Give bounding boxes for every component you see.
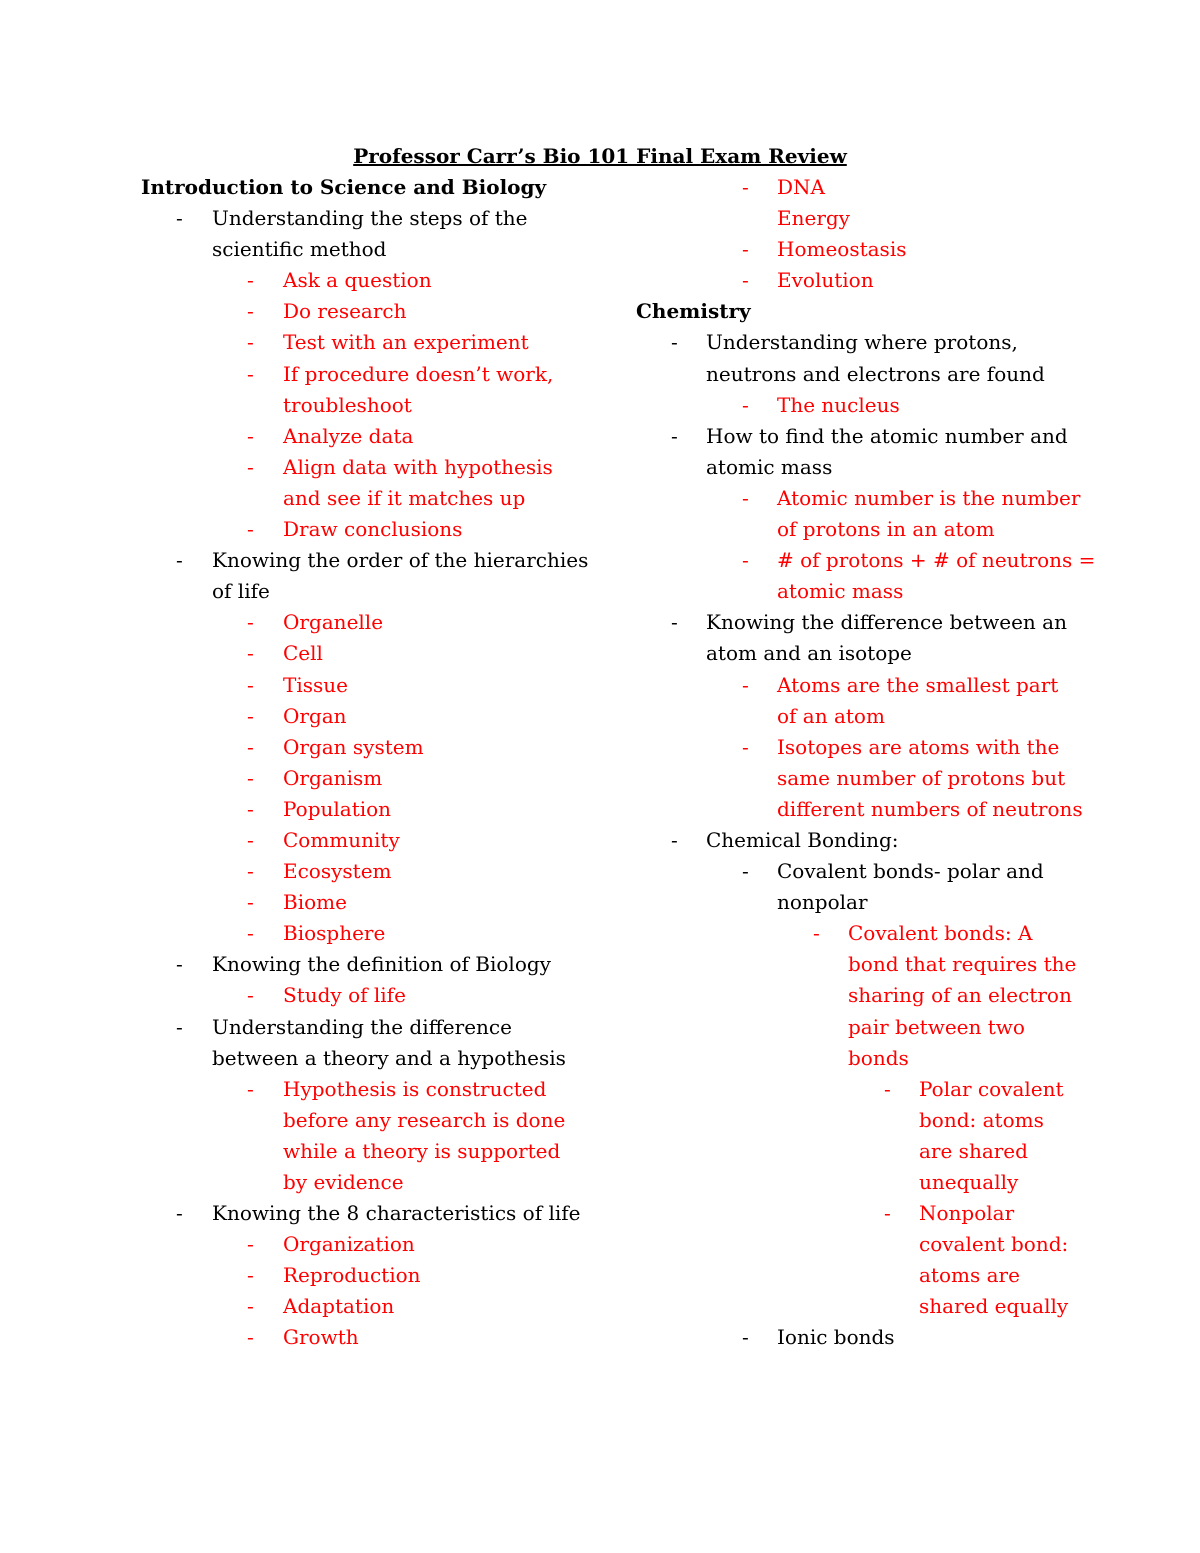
list-item-text: Ionic bonds <box>777 1325 895 1350</box>
bullet-dash: - <box>742 237 749 262</box>
right-column <box>0 172 1200 1354</box>
list-item-continuation <box>0 1167 1200 1198</box>
list-item-text: Homeostasis <box>777 237 907 262</box>
list-item-text: Tissue <box>283 672 348 697</box>
list-item <box>0 421 1200 452</box>
bullet-dash: - <box>247 517 254 542</box>
list-item-continuation <box>0 763 1200 794</box>
list-item-text: Hypothesis is constructed <box>283 1076 547 1101</box>
bullet-dash: - <box>247 610 254 635</box>
bullet-dash: - <box>176 548 183 573</box>
list-item-continuation <box>0 576 1200 607</box>
page-title: Professor Carr’s Bio 101 Final Exam Review <box>353 144 847 168</box>
list-item-text: If procedure doesn’t work, <box>283 361 554 386</box>
list-item <box>0 825 1200 856</box>
section-heading-text: Chemistry <box>636 299 751 324</box>
bullet-dash: - <box>247 1325 254 1350</box>
bullet-dash: - <box>671 610 678 635</box>
list-item-text: shared equally <box>919 1294 1069 1319</box>
list-item-continuation <box>0 1136 1200 1167</box>
bullet-dash: - <box>742 485 749 510</box>
list-item-text: bond that requires the <box>848 952 1077 977</box>
list-item-continuation <box>0 949 1200 980</box>
list-item-text: Nonpolar <box>919 1201 1015 1226</box>
list-item-text: unequally <box>919 1170 1019 1194</box>
bullet-dash: - <box>247 268 254 293</box>
list-item-text: are shared <box>919 1138 1028 1163</box>
list-item <box>0 1198 1200 1229</box>
bullet-dash: - <box>247 1263 254 1288</box>
list-item-text: Analyze data <box>283 423 414 448</box>
list-item-continuation <box>0 1291 1200 1322</box>
bullet-dash: - <box>247 765 254 790</box>
list-item-text: between a theory and a hypothesis <box>212 1045 566 1070</box>
bullet-dash: - <box>247 1232 254 1257</box>
bullet-dash: - <box>671 330 678 355</box>
list-item <box>0 918 1200 949</box>
list-item-text: Covalent bonds- polar and <box>777 859 1044 884</box>
list-item-text: Ecosystem <box>283 859 392 884</box>
list-item-continuation <box>0 887 1200 918</box>
list-item-text: Cell <box>283 641 323 666</box>
list-item-text: atomic mass <box>777 579 904 604</box>
list-item-text: Knowing the definition of Biology <box>212 952 551 977</box>
list-item-text: Understanding the difference <box>212 1014 512 1039</box>
bullet-dash: - <box>247 983 254 1008</box>
list-item-text: Chemical Bonding: <box>706 827 899 852</box>
list-item-continuation <box>0 1229 1200 1260</box>
list-item-continuation <box>0 452 1200 483</box>
list-item-text: Covalent bonds: A <box>848 921 1033 946</box>
list-item-continuation <box>0 359 1200 390</box>
bullet-dash: - <box>742 734 749 759</box>
list-item-text: of life <box>212 579 270 604</box>
list-item-continuation <box>0 638 1200 669</box>
list-item-text: Polar covalent <box>919 1076 1064 1101</box>
bullet-dash: - <box>247 703 254 728</box>
list-item-text: Knowing the order of the hierarchies <box>212 548 589 573</box>
list-item-continuation <box>0 701 1200 732</box>
list-item-text: Organism <box>283 765 383 790</box>
list-item-continuation <box>0 1105 1200 1136</box>
list-item-text: Energy <box>777 206 850 231</box>
list-item-text: atoms are <box>919 1263 1020 1288</box>
bullet-dash: - <box>247 361 254 386</box>
list-item-continuation <box>0 1260 1200 1291</box>
list-item-text: Reproduction <box>283 1263 421 1288</box>
list-item-text: and see if it matches up <box>283 485 526 510</box>
list-item-text: Do research <box>283 299 407 324</box>
bullet-dash: - <box>247 672 254 697</box>
list-item-text: Knowing the difference between an <box>706 610 1067 635</box>
list-item-text: Isotopes are atoms with the <box>777 734 1060 759</box>
list-item <box>0 327 1200 358</box>
list-item-text: by evidence <box>283 1170 404 1194</box>
list-item-continuation <box>0 203 1200 234</box>
list-item-text: Organ system <box>283 734 424 759</box>
bullet-dash: - <box>884 1201 891 1226</box>
list-item-text: Biome <box>283 890 347 915</box>
bullet-dash: - <box>813 921 820 946</box>
list-item-text: Community <box>283 827 400 852</box>
bullet-dash: - <box>247 859 254 884</box>
list-item <box>0 607 1200 638</box>
list-item-text: Evolution <box>777 268 874 293</box>
list-item-text: pair between two <box>848 1014 1025 1039</box>
list-item-text: Align data with hypothesis <box>283 454 553 479</box>
list-item-continuation <box>0 794 1200 825</box>
list-item-text: bond: atoms <box>919 1107 1044 1132</box>
list-item-text: Organelle <box>283 610 384 635</box>
list-item <box>0 732 1200 763</box>
list-item <box>0 1074 1200 1105</box>
section-heading-text: Introduction to Science and Biology <box>141 175 547 199</box>
bullet-dash: - <box>247 423 254 448</box>
list-item-text: Biosphere <box>283 921 386 946</box>
bullet-dash: - <box>742 175 749 199</box>
list-item-continuation <box>0 980 1200 1011</box>
list-item-text: before any research is done <box>283 1107 566 1132</box>
bullet-dash: - <box>247 827 254 852</box>
list-item-text: Understanding where protons, <box>706 330 1018 355</box>
list-item-text: Population <box>283 796 392 821</box>
list-item-text: atomic mass <box>706 454 833 479</box>
list-item-text: Growth <box>283 1325 359 1350</box>
bullet-dash: - <box>671 827 678 852</box>
list-item-text: bonds <box>848 1045 909 1070</box>
list-item <box>0 172 1200 203</box>
list-item-text: Draw conclusions <box>283 517 463 542</box>
list-item <box>0 670 1200 701</box>
bullet-dash: - <box>742 548 749 573</box>
list-item-text: nonpolar <box>777 890 868 915</box>
list-item-text: Atoms are the smallest part <box>777 672 1059 697</box>
list-item-text: # of protons + # of neutrons = <box>777 548 1096 573</box>
list-item-text: Organ <box>283 703 347 728</box>
list-item-text: Understanding the steps of the <box>212 206 528 231</box>
bullet-dash: - <box>742 859 749 884</box>
list-item-text: same number of protons but <box>777 765 1066 790</box>
list-item-text: The nucleus <box>777 392 900 417</box>
bullet-dash: - <box>247 641 254 666</box>
list-item-text: Atomic number is the number <box>777 485 1081 510</box>
bullet-dash: - <box>247 734 254 759</box>
bullet-dash: - <box>671 423 678 448</box>
bullet-dash: - <box>742 672 749 697</box>
list-item-text: Test with an experiment <box>283 330 529 355</box>
bullet-dash: - <box>247 796 254 821</box>
bullet-dash: - <box>247 921 254 946</box>
bullet-dash: - <box>176 206 183 231</box>
list-item <box>0 265 1200 296</box>
list-item-text: How to find the atomic number and <box>706 423 1068 448</box>
bullet-dash: - <box>176 952 183 977</box>
list-item <box>0 856 1200 887</box>
list-item-text: sharing of an electron <box>848 983 1072 1008</box>
bullet-dash: - <box>742 1325 749 1350</box>
list-item-text: Knowing the 8 characteristics of life <box>212 1201 581 1226</box>
bullet-dash: - <box>176 1014 183 1039</box>
bullet-dash: - <box>884 1076 891 1101</box>
list-item-text: scientific method <box>212 237 387 262</box>
list-item-text: while a theory is supported <box>283 1138 561 1163</box>
bullet-dash: - <box>247 299 254 324</box>
list-item-text: Adaptation <box>283 1294 395 1319</box>
section-heading <box>0 296 1200 327</box>
list-item-text: DNA <box>777 175 825 199</box>
list-item-text: of protons in an atom <box>777 517 995 542</box>
list-item-text: neutrons and electrons are found <box>706 361 1045 386</box>
bullet-dash: - <box>247 330 254 355</box>
list-item <box>0 545 1200 576</box>
bullet-dash: - <box>247 890 254 915</box>
bullet-dash: - <box>176 1201 183 1226</box>
list-item-text: covalent bond: <box>919 1232 1069 1257</box>
list-item-text: of an atom <box>777 703 885 728</box>
list-item-text: Study of life <box>283 983 406 1008</box>
list-item-continuation <box>0 1012 1200 1043</box>
list-item-text: atom and an isotope <box>706 641 912 666</box>
list-item <box>0 1322 1200 1353</box>
list-item-text: Ask a question <box>283 268 432 293</box>
list-item-continuation <box>0 1043 1200 1074</box>
list-item-text: troubleshoot <box>283 392 412 417</box>
bullet-dash: - <box>247 1294 254 1319</box>
list-item-text: Organization <box>283 1232 415 1257</box>
bullet-dash: - <box>742 268 749 293</box>
bullet-dash: - <box>247 454 254 479</box>
list-item <box>0 390 1200 421</box>
list-item <box>0 234 1200 265</box>
list-item-text: different numbers of neutrons <box>777 796 1083 821</box>
bullet-dash: - <box>247 1076 254 1101</box>
list-item <box>0 483 1200 514</box>
list-item-continuation <box>0 514 1200 545</box>
bullet-dash: - <box>742 392 749 417</box>
